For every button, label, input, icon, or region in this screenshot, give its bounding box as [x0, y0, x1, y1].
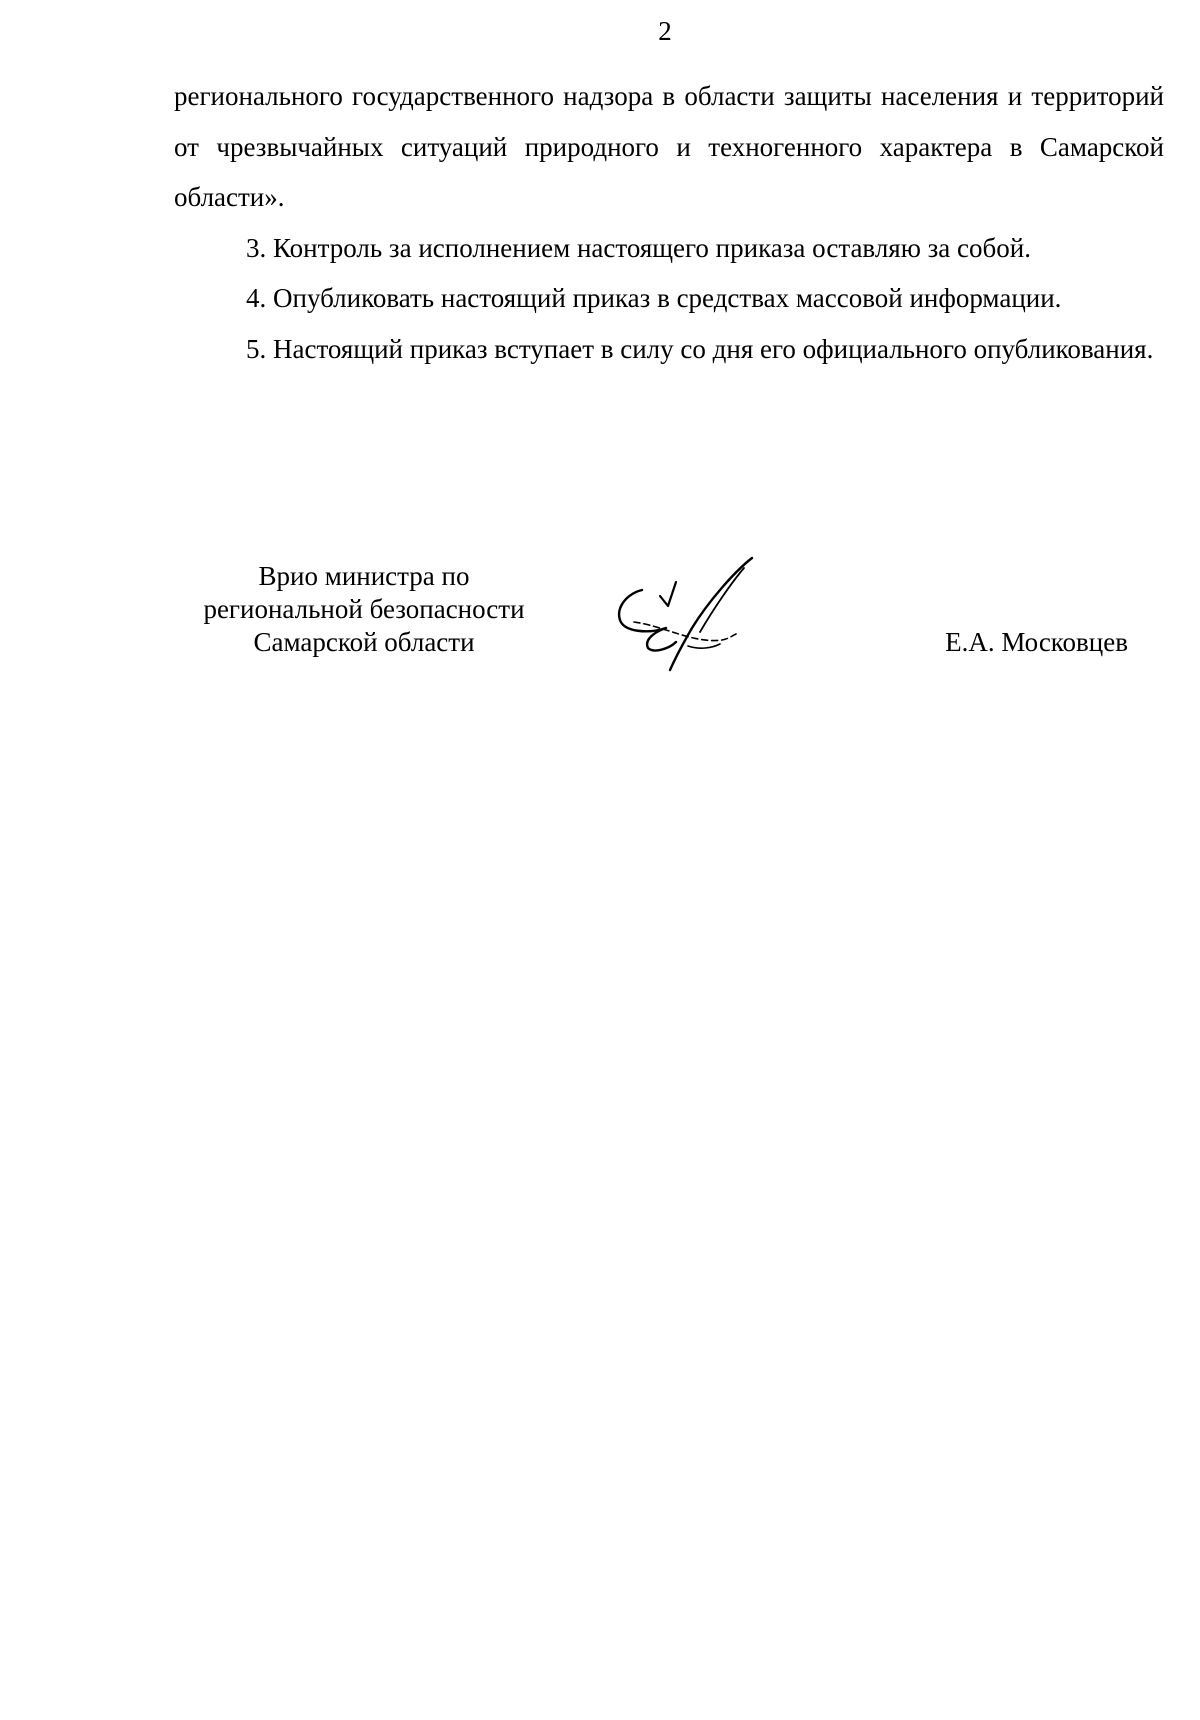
position-line: Врио министра по	[258, 561, 470, 591]
position-line: региональной безопасности	[203, 594, 525, 624]
list-item-3: 3. Контроль за исполнением настоящего приказа оставляю за собой.	[246, 232, 1031, 263]
signatory-position	[174, 560, 554, 659]
document-body	[174, 71, 1164, 374]
continuation-paragraph: регионального государственного надзора в области защиты населения и территорий от чрезвычайных ситуаций природного и техногенного характера в Самарской области».	[174, 81, 1164, 212]
signature-block	[174, 560, 1164, 680]
page-number: 2	[658, 16, 672, 46]
list-item-5: 5. Настоящий приказ вступает в силу со дня его официального опубликования.	[246, 333, 1154, 364]
list-item-4: 4. Опубликовать настоящий приказ в средствах массовой информации.	[246, 283, 1062, 313]
handwritten-signature	[604, 552, 764, 672]
signatory-name: Е.А. Московцев	[945, 627, 1128, 657]
position-line: Самарской области	[253, 627, 475, 657]
